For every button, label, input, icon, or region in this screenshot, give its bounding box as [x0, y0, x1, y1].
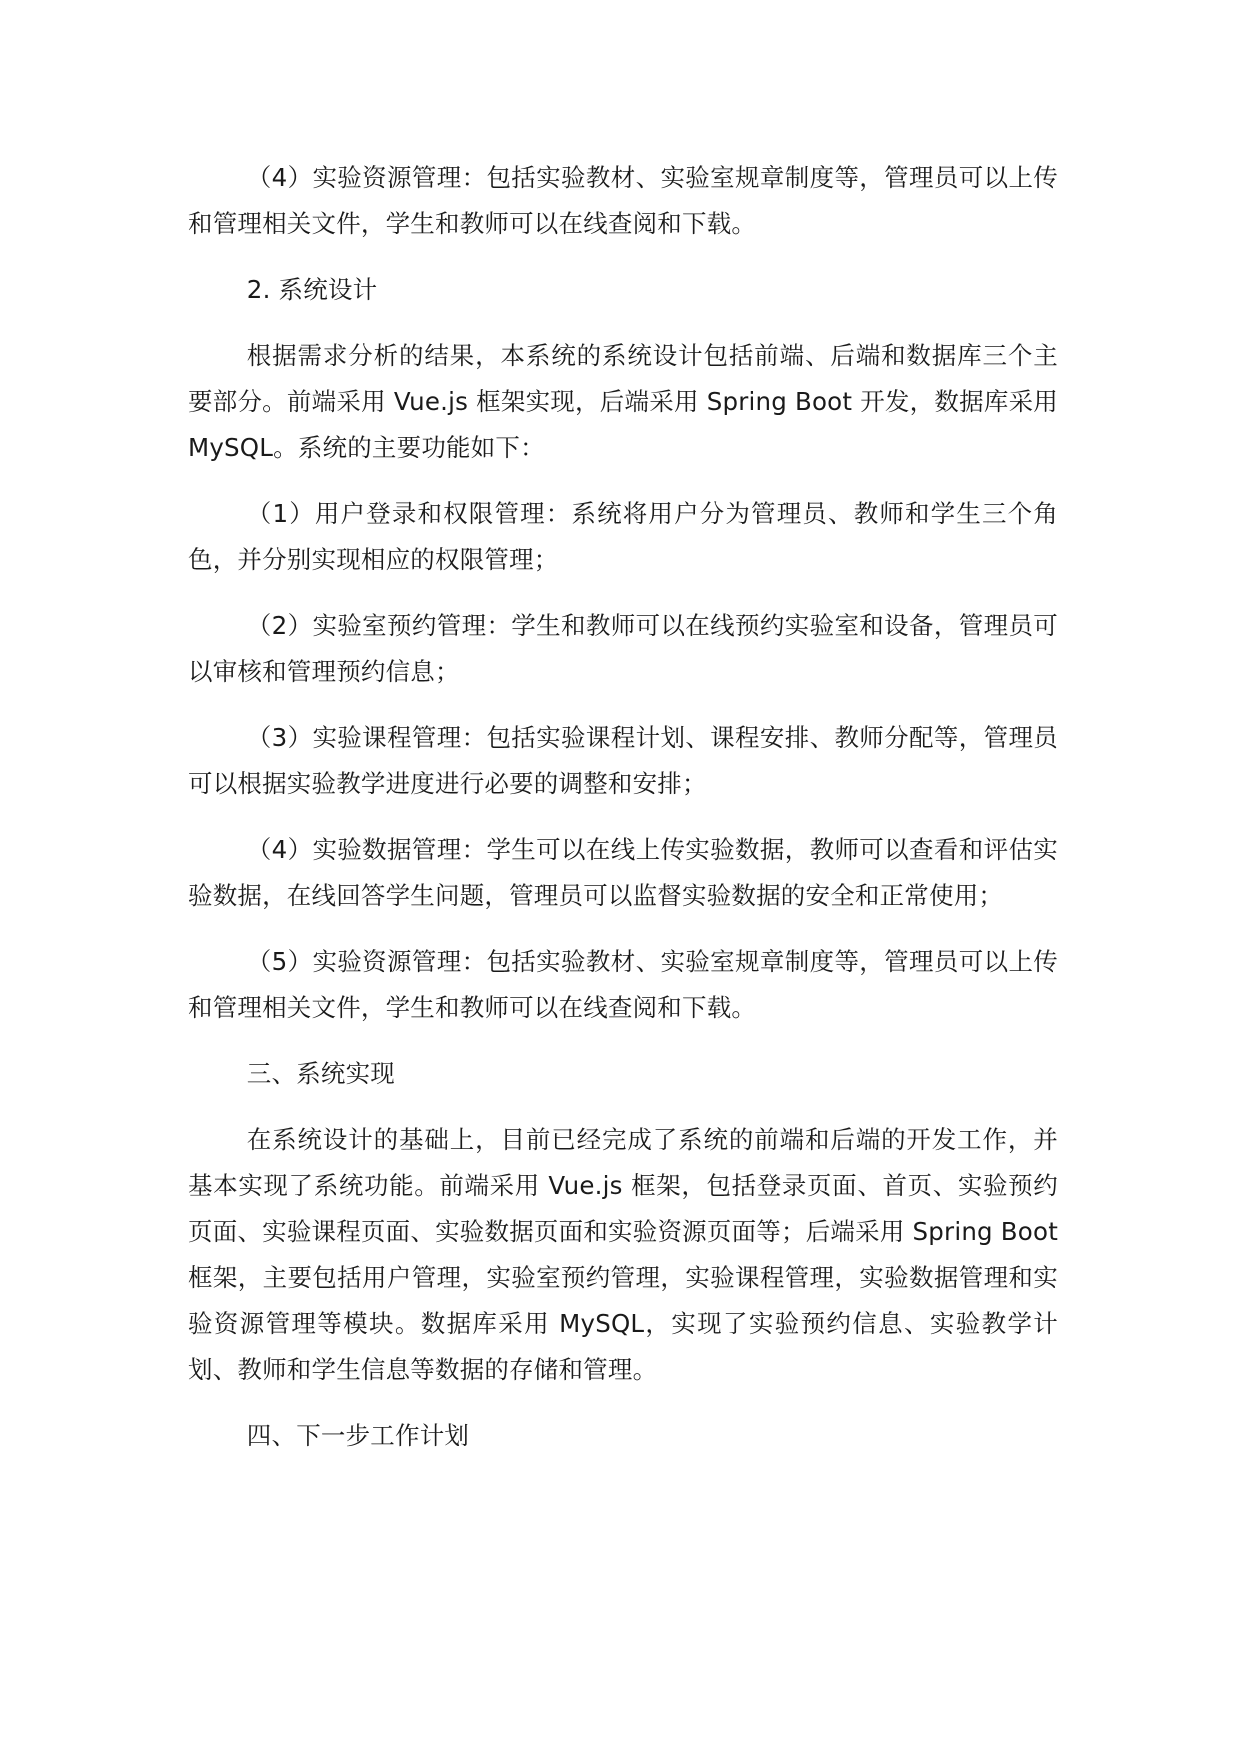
- paragraph-course-management: （3）实验课程管理：包括实验课程计划、课程安排、教师分配等，管理员可以根据实验教学进度进行必要的调整和安排；: [188, 723, 1058, 798]
- paragraph-resource-management-intro: （4）实验资源管理：包括实验教材、实验室规章制度等，管理员可以上传和管理相关文件，学生和教师可以在线查阅和下载。: [188, 163, 1058, 238]
- paragraph-resource-management: （5）实验资源管理：包括实验教材、实验室规章制度等，管理员可以上传和管理相关文件，学生和教师可以在线查阅和下载。: [188, 947, 1058, 1022]
- section-heading-next-steps: 四、下一步工作计划: [246, 1421, 470, 1450]
- paragraph-implementation: 在系统设计的基础上，目前已经完成了系统的前端和后端的开发工作，并基本实现了系统功能。前端采用 Vue.js 框架，包括登录页面、首页、实验预约页面、实验课程页面、实验数据页面和实验资源页面等；后端采用 Spring Boot 框架，主要包括用户管理，实验室预约管理，实验课程管理，实验数据管理和实验资源管理等模块。数据库采用 MySQL，实现了实验预约信息、实验教学计划、教师和学生信息等数据的存储和管理。: [188, 1125, 1058, 1384]
- section-heading-system-design: 2. 系统设计: [246, 275, 378, 304]
- paragraph-design-overview: 根据需求分析的结果，本系统的系统设计包括前端、后端和数据库三个主要部分。前端采用 Vue.js 框架实现，后端采用 Spring Boot 开发，数据库采用 MySQL。系统的主要功能如下：: [188, 341, 1058, 462]
- paragraph-user-login: （1）用户登录和权限管理：系统将用户分为管理员、教师和学生三个角色，并分别实现相应的权限管理；: [188, 499, 1058, 574]
- document-body: [188, 155, 1058, 1479]
- section-heading-system-implementation: 三、系统实现: [246, 1059, 395, 1088]
- paragraph-lab-reservation: （2）实验室预约管理：学生和教师可以在线预约实验室和设备，管理员可以审核和管理预约信息；: [188, 611, 1058, 686]
- paragraph-data-management: （4）实验数据管理：学生可以在线上传实验数据，教师可以查看和评估实验数据，在线回答学生问题，管理员可以监督实验数据的安全和正常使用；: [188, 835, 1058, 910]
